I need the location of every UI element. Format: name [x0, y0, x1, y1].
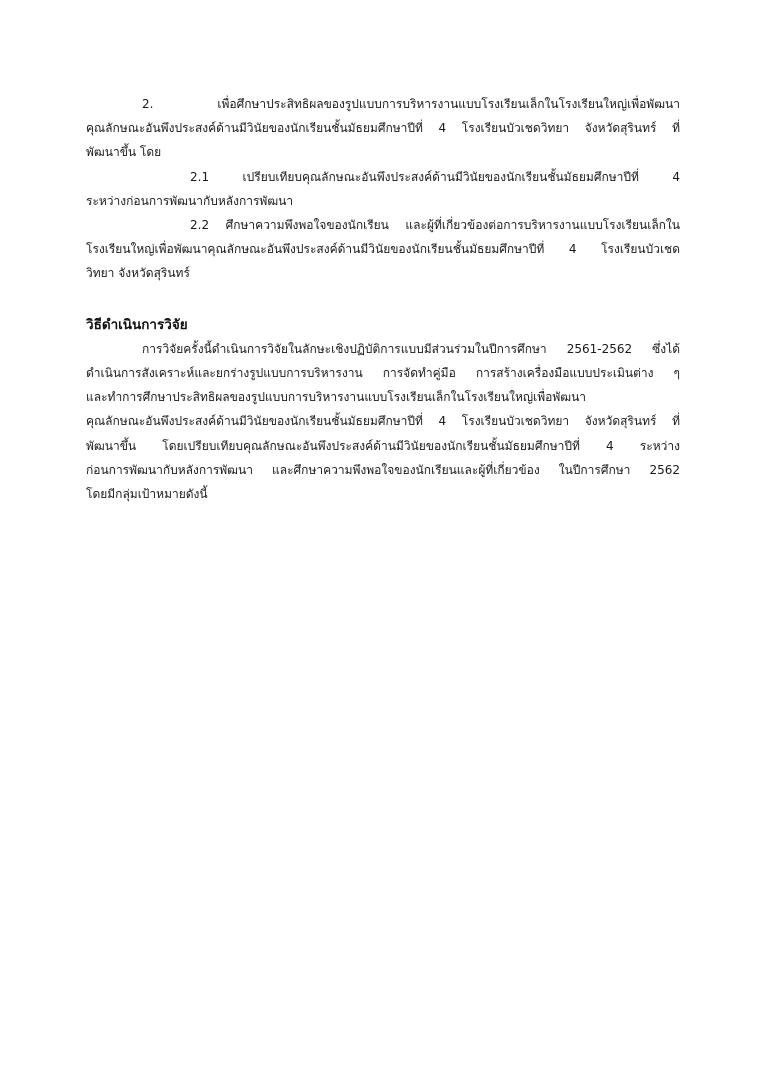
paragraph-line: 2.2 ศึกษาความพึงพอใจของนักเรียน และผู้ที่เกี่ยวข้องต่อการบริหารงานแบบโรงเรียนเล็กใน	[190, 218, 680, 233]
paragraph-line: ระหว่างก่อนการพัฒนากับหลังการพัฒนา	[86, 193, 294, 208]
methodology-paragraph	[86, 337, 680, 506]
objective-2-1-paragraph	[86, 165, 680, 213]
paragraph-line: 2.1 เปรียบเทียบคุณลักษณะอันพึงประสงค์ด้านมีวินัยของนักเรียนชั้นมัธยมศึกษาปีที่ 4	[190, 169, 680, 184]
paragraph-line: พัฒนาขึ้น โดย	[86, 145, 162, 160]
paragraph-line: ดำเนินการสังเคราะห์และยกร่างรูปแบบการบริหารงาน การจัดทำคู่มือ การสร้างเครื่องมือแบบประเมินต่าง ๆ	[86, 366, 680, 381]
paragraph-line: การวิจัยครั้งนี้ดำเนินการวิจัยในลักษะเชิงปฏิบัติการแบบมีส่วนร่วมในปีการศึกษา 2561-2562 ซึ่งได้	[142, 341, 680, 356]
paragraph-line: ก่อนการพัฒนากับหลังการพัฒนา และศึกษาความพึงพอใจของนักเรียนและผู้ที่เกี่ยวข้อง ในปีการศึกษา 2562	[86, 462, 680, 477]
paragraph-line: วิทยา จังหวัดสุรินทร์	[86, 266, 190, 281]
paragraph-line: โรงเรียนใหญ่เพื่อพัฒนาคุณลักษณะอันพึงประสงค์ด้านมีวินัยของนักเรียนชั้นมัธยมศึกษาปีที่ 4 โรงเรียนบัวเชด	[86, 242, 680, 257]
paragraph-line: พัฒนาขึ้น โดยเปรียบเทียบคุณลักษณะอันพึงประสงค์ด้านมีวินัยของนักเรียนชั้นมัธยมศึกษาปีที่ 4 ระหว่าง	[86, 438, 680, 453]
paragraph-line: 2. เพื่อศึกษาประสิทธิผลของรูปแบบการบริหารงานแบบโรงเรียนเล็กในโรงเรียนใหญ่เพื่อพัฒนา	[142, 97, 680, 111]
document-body	[86, 92, 680, 506]
paragraph-line: โดยมีกลุ่มเป้าหมายดังนี้	[86, 487, 208, 502]
section-heading: วิธีดำเนินการวิจัย	[86, 316, 188, 333]
paragraph-line: คุณลักษณะอันพึงประสงค์ด้านมีวินัยของนักเรียนชั้นมัธยมศึกษาปีที่ 4 โรงเรียนบัวเชดวิทยา จังหวัดสุรินทร์ ที่	[86, 414, 680, 429]
paragraph-line: และทำการศึกษาประสิทธิผลของรูปแบบการบริหารงานแบบโรงเรียนเล็กในโรงเรียนใหญ่เพื่อพัฒนา	[86, 390, 587, 405]
paragraph-line: คุณลักษณะอันพึงประสงค์ด้านมีวินัยของนักเรียนชั้นมัธยมศึกษาปีที่ 4 โรงเรียนบัวเชดวิทยา จังหวัดสุรินทร์ ที่	[86, 121, 680, 136]
objective-2-paragraph	[86, 92, 680, 165]
objective-2-2-paragraph	[86, 213, 680, 286]
